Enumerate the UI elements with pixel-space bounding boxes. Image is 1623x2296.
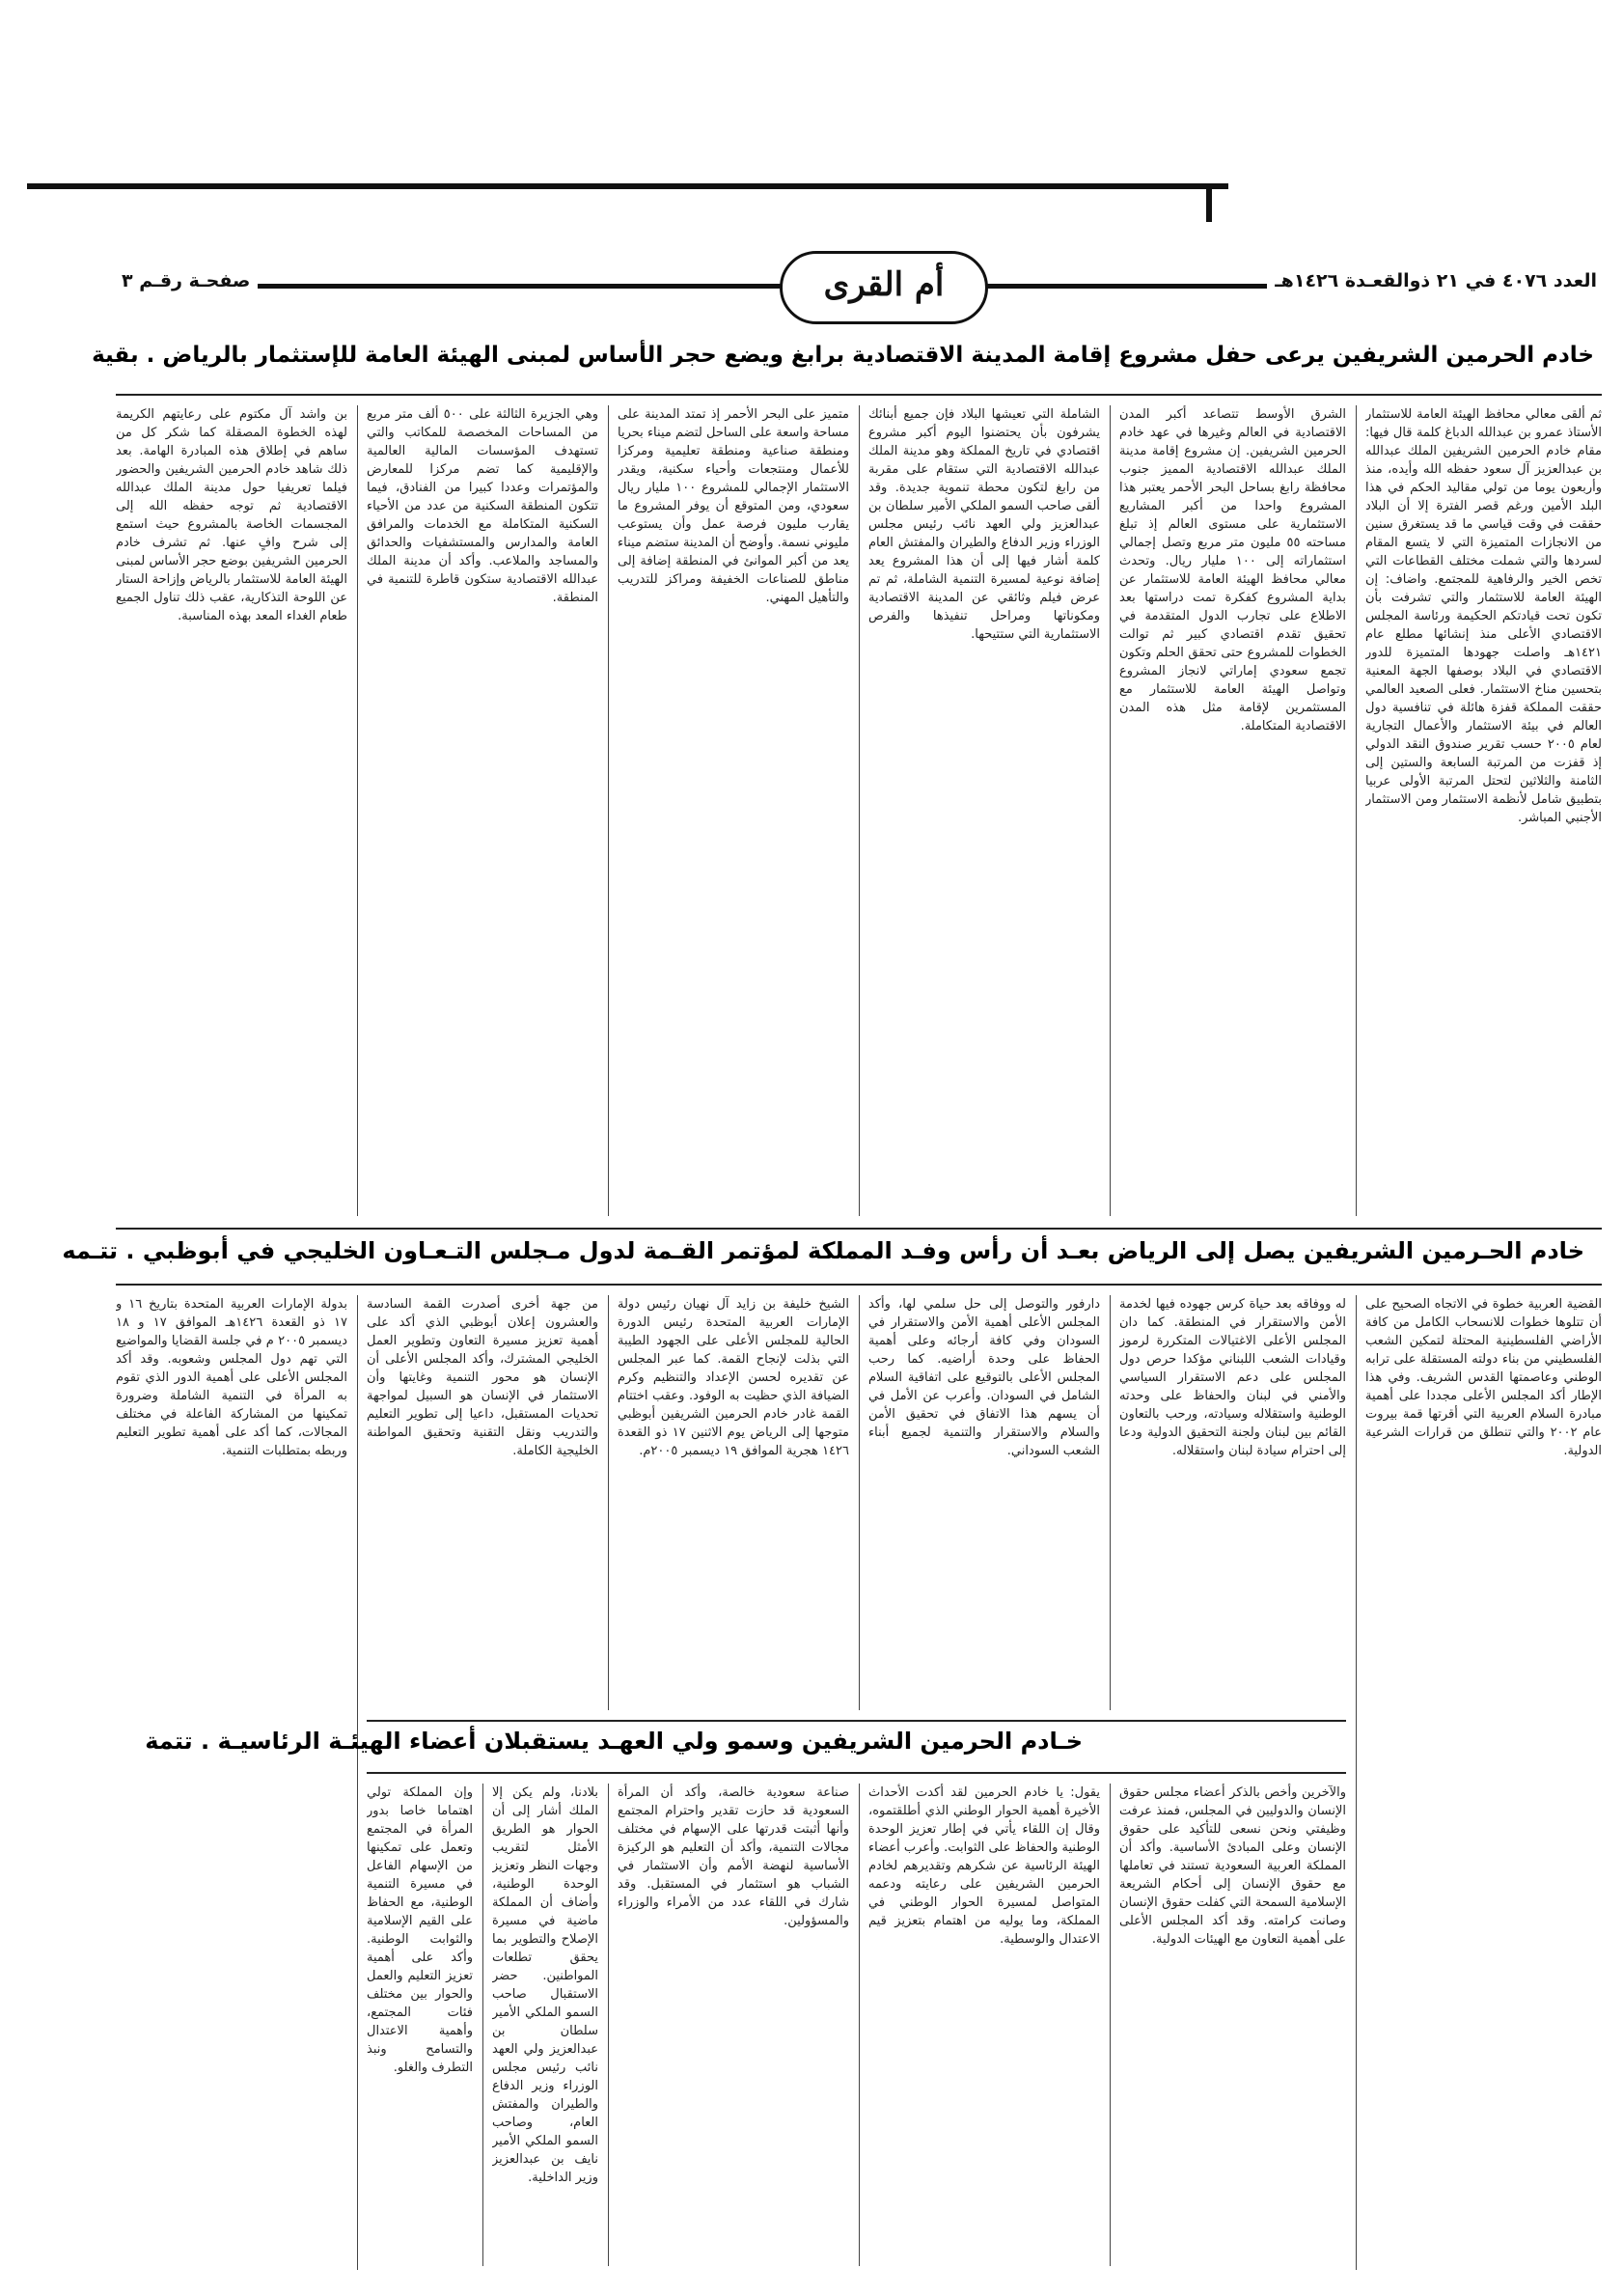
newspaper-logo: أم القرى [780, 251, 988, 324]
column-separator [859, 1295, 860, 1710]
story3-column-2: يقول: يا خادم الحرمين لقد أكدت الأحداث الأخيرة أهمية الحوار الوطني الذي أطلقتموه، وقال إن اللقاء يأتي في إطار تعزيز الوحدة الوطنية والحفاظ على الثوابت. وأعرب أعضاء الهيئة الرئاسية عن شكرهم وتقديرهم لخادم الحرمين الشريفين على رعايته ودعمه المتواصل لمسيرة الحوار الوطني في المملكة، وما يوليه من اهتمام بتعزيز قيم الاعتدال والوسطية. [868, 1785, 1100, 1947]
column-separator [357, 405, 358, 1216]
story2-column-5: من جهة أخرى أصدرت القمة السادسة والعشرون إعلان أبوظبي الذي أكد على أهمية تعزيز مسيرة التعاون وتطوير العمل الخليجي المشترك، وأكد المجلس الأعلى أن الإنسان هو محور التنمية وغايتها وأن الاستثمار في الإنسان هو السبيل لمواجهة تحديات المستقبل، داعيا إلى تطوير التعليم والتدريب ونقل التقنية وتحقيق المواطنة الخليجية الكاملة. [367, 1297, 598, 1458]
column-separator [357, 1295, 358, 2270]
column-separator [1356, 405, 1357, 1216]
story2-column-3: دارفور والتوصل إلى حل سلمي لها، وأكد المجلس الأعلى أهمية الأمن والاستقرار في السودان وفي كافة أرجائه وعلى أهمية الحفاظ على وحدة أراضيه. كما رحب المجلس الأعلى بالتوقيع على اتفاقية السلام الشامل في السودان. وأعرب عن الأمل في أن يسهم هذا الاتفاق في تحقيق الأمن والسلام والاستقرار والتنمية لجميع أبناء الشعب السوداني. [868, 1297, 1100, 1458]
column-separator [608, 1295, 609, 1710]
story3-column-4: بلادنا، ولم يكن إلا الملك أشار إلى أن الحوار هو الطريق الأمثل لتقريب وجهات النظر وتعزيز الوحدة الوطنية، وأضاف أن المملكة ماضية في مسيرة الإصلاح والتطوير بما يحقق تطلعات المواطنين. حضر الاستقبال صاحب السمو الملكي الأمير سلطان بن عبدالعزيز ولي العهد نائب رئيس مجلس الوزراء وزير الدفاع والطيران والمفتش العام، وصاحب السمو الملكي الأمير نايف بن عبدالعزيز وزير الداخلية. [492, 1785, 598, 2185]
story1-rule [116, 394, 1602, 396]
masthead [114, 263, 1605, 311]
story2-column-1: القضية العربية خطوة في الاتجاه الصحيح على أن تتلوها خطوات للانسحاب الكامل من كافة الأراضي الفلسطينية المحتلة لتمكين الشعب الفلسطيني من بناء دولته المستقلة على ترابه الوطني وعاصمتها القدس الشريف. وفي هذا الإطار أكد المجلس الأعلى مجددا على أهمية مبادرة السلام العربية التي أقرتها قمة بيروت عام ٢٠٠٢ والتي تنطلق من قرارات الشرعية الدولية. [1365, 1297, 1602, 1458]
story1-headline: خادم الحرمين الشريفين يرعى حفل مشروع إقامة المدينة الاقتصادية برابغ ويضع حجر الأساس لمبنى الهيئة العامة للإستثمار بالرياض . بقية [92, 343, 1594, 368]
story1-column-2: الشرق الأوسط تتصاعد أكبر المدن الاقتصادية في العالم وغيرها في عهد خادم الحرمين الشريفين. إن مشروع إقامة مدينة الملك عبدالله الاقتصادية المميز جنوب محافظة رابغ بساحل البحر الأحمر يعتبر هذا المشروع واحدا من أكبر المشاريع الاستثمارية على مستوى العالم إذ تبلغ مساحته ٥٥ مليون متر مربع وتصل إجمالي استثماراته إلى ١٠٠ مليار ريال. وتحدث معالي محافظ الهيئة العامة للاستثمار عن بداية المشروع كفكرة تمت دراستها بعد الاطلاع على تجارب الدول المتقدمة في تحقيق تقدم اقتصادي كبير ثم توالت الخطوات للمشروع حتى تحقق الحلم وتكون تجمع سعودي إماراتي لانجاز المشروع وتواصل الهيئة العامة للاستثمار مع المستثمرين لإقامة مثل هذه المدن الاقتصادية المتكاملة. [1119, 407, 1346, 733]
story1-column-1: ثم ألقى معالي محافظ الهيئة العامة للاستثمار الأستاذ عمرو بن عبدالله الدباغ كلمة قال فيها: مقام خادم الحرمين الشريفين الملك عبدالله بن عبدالعزيز آل سعود حفظه الله وأيده، منذ وأربعون يوما من تولي مقاليد الحكم في هذا البلد الأمين ورغم قصر الفترة إلا أن البلاد حققت في وقت قياسي ما قد يستغرق سنين من الانجازات المتميزة التي لا يتسع المقام لسردها والتي شملت مختلف القطاعات التي تخص الخير والرفاهية للمجتمع. واضاف: إن الهيئة العامة للاستثمار والتي تشرفت بأن تكون تحت قيادتكم الحكيمة ورئاسة المجلس الاقتصادي الأعلى منذ إنشائها مطلع عام ١٤٢١هـ واصلت جهودها المتميزة للدور الاقتصادي في البلاد بوصفها الجهة المعنية بتحسين مناخ الاستثمار. فعلى الصعيد العالمي حققت المملكة قفزة هائلة في تنافسية دول العالم في بيئة الاستثمار والأعمال التجارية لعام ٢٠٠٥ حسب تقرير صندوق النقد الدولي إذ قفزت من المرتبة السابعة والستين إلى الثامنة والثلاثين لتحتل المرتبة الأولى عربيا بتطبيق شامل لأنظمة الاستثمار ومن الاستثمار الأجنبي المباشر. [1365, 407, 1602, 825]
story2-top-rule [116, 1228, 1602, 1230]
story2-column-4: الشيخ خليفة بن زايد آل نهيان رئيس دولة الإمارات العربية المتحدة رئيس الدورة الحالية للمجلس الأعلى على الجهود الطيبة التي بذلت لإنجاح القمة. كما عبر المجلس عن تقديره لحسن الإعداد والتنظيم وكرم الضيافة الذي حظيت به الوفود. وعقب اختتام القمة غادر خادم الحرمين الشريفين أبوظبي متوجها إلى الرياض يوم الاثنين ١٧ ذو القعدة ١٤٢٦ هجرية الموافق ١٩ ديسمبر ٢٠٠٥م. [618, 1297, 849, 1458]
column-separator [859, 1784, 860, 2266]
story3-column-3: صناعة سعودية خالصة، وأكد أن المرأة السعودية قد حازت تقدير واحترام المجتمع وأنها أثبتت قدرتها على الإسهام في مختلف مجالات التنمية، وأكد أن التعليم هو الركيزة الأساسية لنهضة الأمم وأن الاستثمار في الشباب هو استثمار في المستقبل. وقد شارك في اللقاء عدد من الأمراء والوزراء والمسؤولين. [618, 1785, 849, 1928]
story2-column-6: بدولة الإمارات العربية المتحدة بتاريخ ١٦ و ١٧ ذو القعدة ١٤٢٦هـ الموافق ١٧ و ١٨ ديسمبر ٢٠٠٥ م في جلسة القضايا والمواضيع التي تهم دول المجلس وشعوبه. وقد أكد المجلس الأعلى على أهمية الدور الذي تقوم به المرأة في التنمية الشاملة وضرورة تمكينها من المشاركة الفاعلة في مختلف المجالات، كما أكد على أهمية تطوير التعليم وربطه بمتطلبات التنمية. [116, 1297, 347, 1458]
story2-column-2: له ووفاقه بعد حياة كرس جهوده فيها لخدمة الأمن والاستقرار في المنطقة. كما دان المجلس الأعلى الاغتيالات المتكررة لرموز وقيادات الشعب اللبناني مؤكدا حرص دول المجلس على دعم الاستقرار السياسي والأمني في لبنان والحفاظ على وحدته الوطنية واستقلاله وسيادته، ورحب بالتعاون القائم بين لبنان ولجنة التحقيق الدولية ودعا إلى احترام سيادة لبنان واستقلاله. [1119, 1297, 1346, 1458]
page-number: صفحـة رقـم ٣ [114, 270, 258, 291]
column-separator [1110, 1295, 1111, 1710]
story1-column-3: الشاملة التي تعيشها البلاد فإن جميع أبنائك يشرفون بأن يحتضنوا اليوم أكبر مشروع اقتصادي في تاريخ المملكة وهو مدينة الملك عبدالله الاقتصادية التي ستقام على مقربة من رابغ لتكون محطة تنموية جديدة. وقد ألقى صاحب السمو الملكي الأمير سلطان بن عبدالعزيز ولي العهد نائب رئيس مجلس الوزراء وزير الدفاع والطيران والمفتش العام كلمة أشار فيها إلى أن هذا المشروع يعد إضافة نوعية لمسيرة التنمية الشاملة، ثم تم عرض فيلم وثائقي عن المدينة الاقتصادية ومكوناتها ومراحل تنفيذها والفرص الاستثمارية التي ستتيحها. [868, 407, 1100, 642]
story3-rule [367, 1772, 1346, 1774]
column-separator [859, 405, 860, 1216]
top-rule [27, 183, 1228, 189]
issue-line: العدد ٤٠٧٦ في ٢١ ذوالقعـدة ١٤٢٦هـ [1267, 270, 1605, 291]
column-separator [1110, 405, 1111, 1216]
column-separator [482, 1784, 483, 2266]
story3-top-rule [367, 1720, 1346, 1722]
column-separator [608, 1784, 609, 2266]
story3-column-5: وإن المملكة تولي اهتماما خاصا بدور المرأة في المجتمع وتعمل على تمكينها من الإسهام الفاعل في مسيرة التنمية الوطنية، مع الحفاظ على القيم الإسلامية والثوابت الوطنية. وأكد على أهمية تعزيز التعليم والعمل والحوار بين مختلف فئات المجتمع، وأهمية الاعتدال والتسامح ونبذ التطرف والغلو. [367, 1785, 473, 2075]
column-separator [608, 405, 609, 1216]
story1-column-6: بن واشد آل مكتوم على رعايتهم الكريمة لهذه الخطوة المصقلة كما شكر كل من ساهم في إطلاق هذه المبادرة الهامة. بعد ذلك شاهد خادم الحرمين الشريفين والحضور فيلما تعريفيا حول مدينة الملك عبدالله الاقتصادية ثم توجه حفظه الله إلى المجسمات الخاصة بالمشروع حيث استمع إلى شرح وافٍ عنها. ثم تشرف خادم الحرمين الشريفين بوضع حجر الأساس لمبنى الهيئة العامة للاستثمار بالرياض وإزاحة الستار عن اللوحة التذكارية، عقب ذلك تناول الجميع طعام الغداء المعد بهذه المناسبة. [116, 407, 347, 623]
top-rule-tick [1206, 183, 1212, 222]
story3-headline: خـادم الحرمين الشريفين وسمو ولي العهـد يستقبلان أعضاء الهيئـة الرئاسيـة . تتمة [145, 1728, 1083, 1755]
story1-column-5: وهي الجزيرة الثالثة على ٥٠٠ ألف متر مربع من المساحات المخصصة للمكاتب والتي تستهدف المؤسسات المالية العالمية والإقليمية كما تضم مركزا للمعارض والمؤتمرات وعددا كبيرا من الفنادق، فيما تتكون المنطقة السكنية من عدد من الأحياء السكنية المتكاملة مع الخدمات والمرافق العامة والمدارس والمستشفيات والحدائق والمساجد والملاعب. وأكد أن مدينة الملك عبدالله الاقتصادية ستكون قاطرة للتنمية في المنطقة. [367, 407, 598, 605]
story2-rule [116, 1284, 1602, 1286]
column-separator [1356, 1295, 1357, 2270]
story3-column-1: والآخرين وأخص بالذكر أعضاء مجلس حقوق الإنسان والدوليين في المجلس، فمنذ عرفت وظيفتي ونحن نسعى للتأكيد على حقوق الإنسان وعلى المبادئ الأساسية. وأكد أن المملكة العربية السعودية تستند في تعاملها مع حقوق الإنسان إلى أحكام الشريعة الإسلامية السمحة التي كفلت حقوق الإنسان وصانت كرامته. وقد أكد المجلس الأعلى على أهمية التعاون مع الهيئات الدولية. [1119, 1785, 1346, 1947]
story1-column-4: متميز على البحر الأحمر إذ تمتد المدينة على مساحة واسعة على الساحل لتضم ميناء بحريا ومنطقة صناعية ومنطقة تعليمية ومركزا للأعمال ومنتجعات وأحياء سكنية، ويقدر الاستثمار الإجمالي للمشروع ١٠٠ مليار ريال سعودي، ومن المتوقع أن يوفر المشروع ما يقارب مليون فرصة عمل وأن يستوعب مليوني نسمة. وأوضح أن المدينة ستضم ميناء يعد من أكبر الموانئ في المنطقة إضافة إلى مناطق للصناعات الخفيفة ومراكز للتدريب والتأهيل المهني. [618, 407, 849, 605]
story2-headline: خادم الحـرمين الشريفين يصل إلى الرياض بعـد أن رأس وفـد المملكة لمؤتمر القـمة لدول مـجلس التـعـاون الخليجي في أبوظبي . تتـمه [62, 1237, 1584, 1264]
column-separator [1110, 1784, 1111, 2266]
